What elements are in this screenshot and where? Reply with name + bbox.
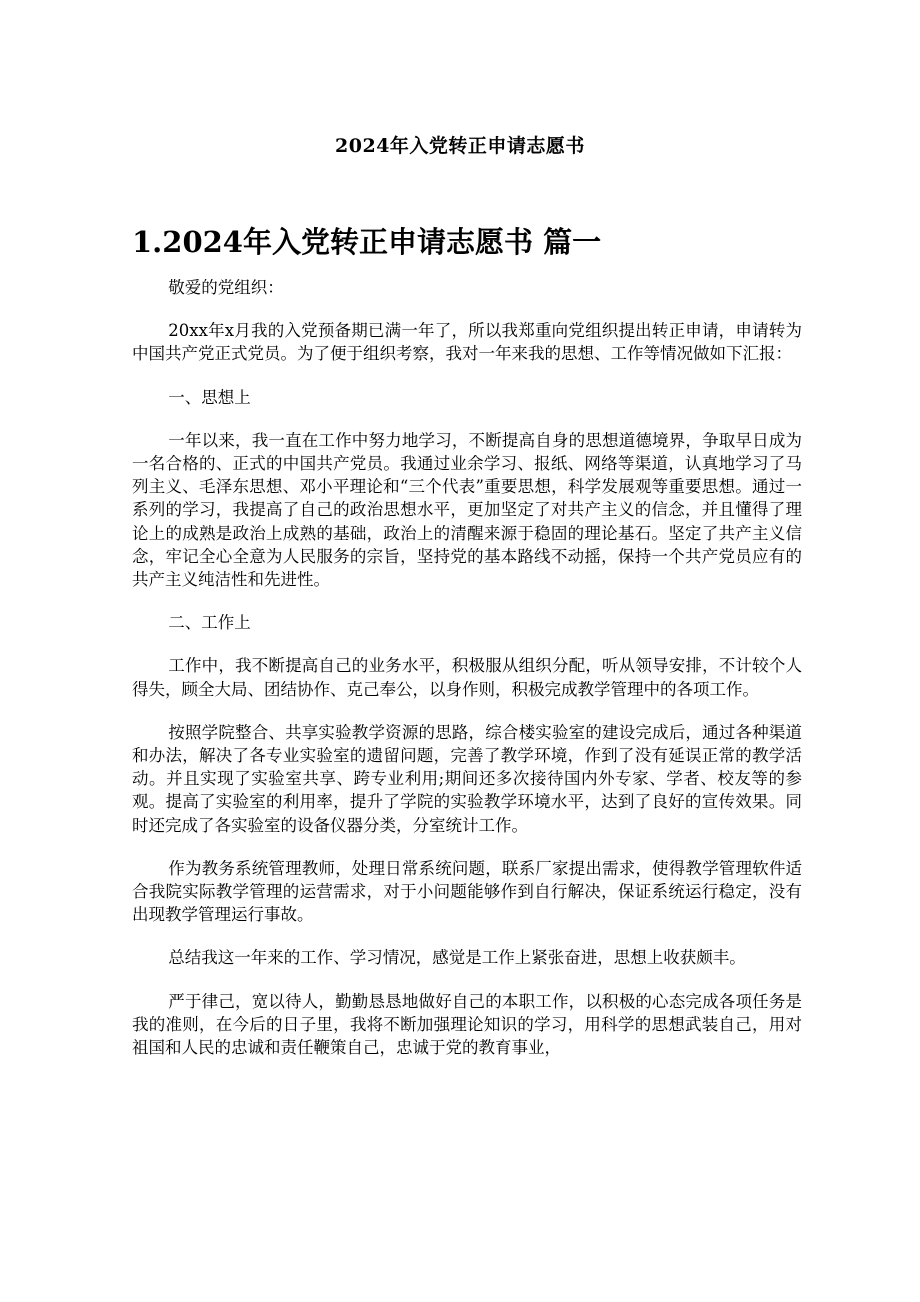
body-paragraph: 一年以来，我一直在工作中努力地学习，不断提高自身的思想道德境界，争取早日成为一名合格的、正式的中国共产党员。我通过业余学习、报纸、网络等渠道，认真地学习了马列主义、毛泽东思想、邓小平理论和“三个代表”重要思想，科学发展观等重要思想。通过一系列的学习，我提高了自己的政治思想水平，更加坚定了对共产主义的信念，并且懂得了理论上的成熟是政治上成熟的基础，政治上的清醒来源于稳固的理论基石。坚定了共产主义信念，牢记全心全意为人民服务的宗旨，坚持党的基本路线不动摇，保持一个共产党员应有的共产主义纯洁性和先进性。: [132, 430, 802, 590]
body-paragraph: 作为教务系统管理教师，处理日常系统问题，联系厂家提出需求，使得教学管理软件适合我院实际教学管理的运营需求，对于小问题能够作到自行解决，保证系统运行稳定，没有出现教学管理运行事故。: [132, 858, 802, 925]
subheading-thought: 一、思想上: [168, 387, 251, 407]
body-paragraph: 严于律己，宽以待人，勤勤恳恳地做好自己的本职工作，以积极的心态完成各项任务是我的准则，在今后的日子里，我将不断加强理论知识的学习，用科学的思想武装自己，用对祖国和人民的忠诚和责任鞭策自己，忠诚于党的教育事业，: [132, 991, 802, 1058]
subheading-work: 二、工作上: [168, 613, 251, 633]
document-title: 2024年入党转正申请志愿书: [335, 135, 585, 157]
body-paragraph: 工作中，我不断提高自己的业务水平，积极服从组织分配，听从领导安排，不计较个人得失，顾全大局、团结协作、克己奉公，以身作则，积极完成教学管理中的各项工作。: [132, 656, 802, 699]
salutation: 敬爱的党组织：: [168, 278, 284, 297]
body-paragraph: 按照学院整合、共享实验教学资源的思路，综合楼实验室的建设完成后，通过各种渠道和办法，解决了各专业实验室的遗留问题，完善了教学环境，作到了没有延误正常的教学活动。并且实现了实验室共享、跨专业利用;期间还多次接待国内外专家、学者、校友等的参观。提高了实验室的利用率，提升了学院的实验教学环境水平，达到了良好的宣传效果。同时还完成了各实验室的设备仪器分类，分室统计工作。: [132, 722, 802, 835]
document-body: [132, 276, 802, 1079]
section-heading: 1.2024年入党转正申请志愿书 篇一: [132, 225, 602, 259]
body-paragraph: 20xx年x月我的入党预备期已满一年了，所以我郑重向党组织提出转正申请，申请转为中国共产党正式党员。为了便于组织考察，我对一年来我的思想、工作等情况做如下汇报：: [132, 321, 802, 364]
body-paragraph: 总结我这一年来的工作、学习情况，感觉是工作上紧张奋进，思想上收获颇丰。: [168, 948, 746, 968]
